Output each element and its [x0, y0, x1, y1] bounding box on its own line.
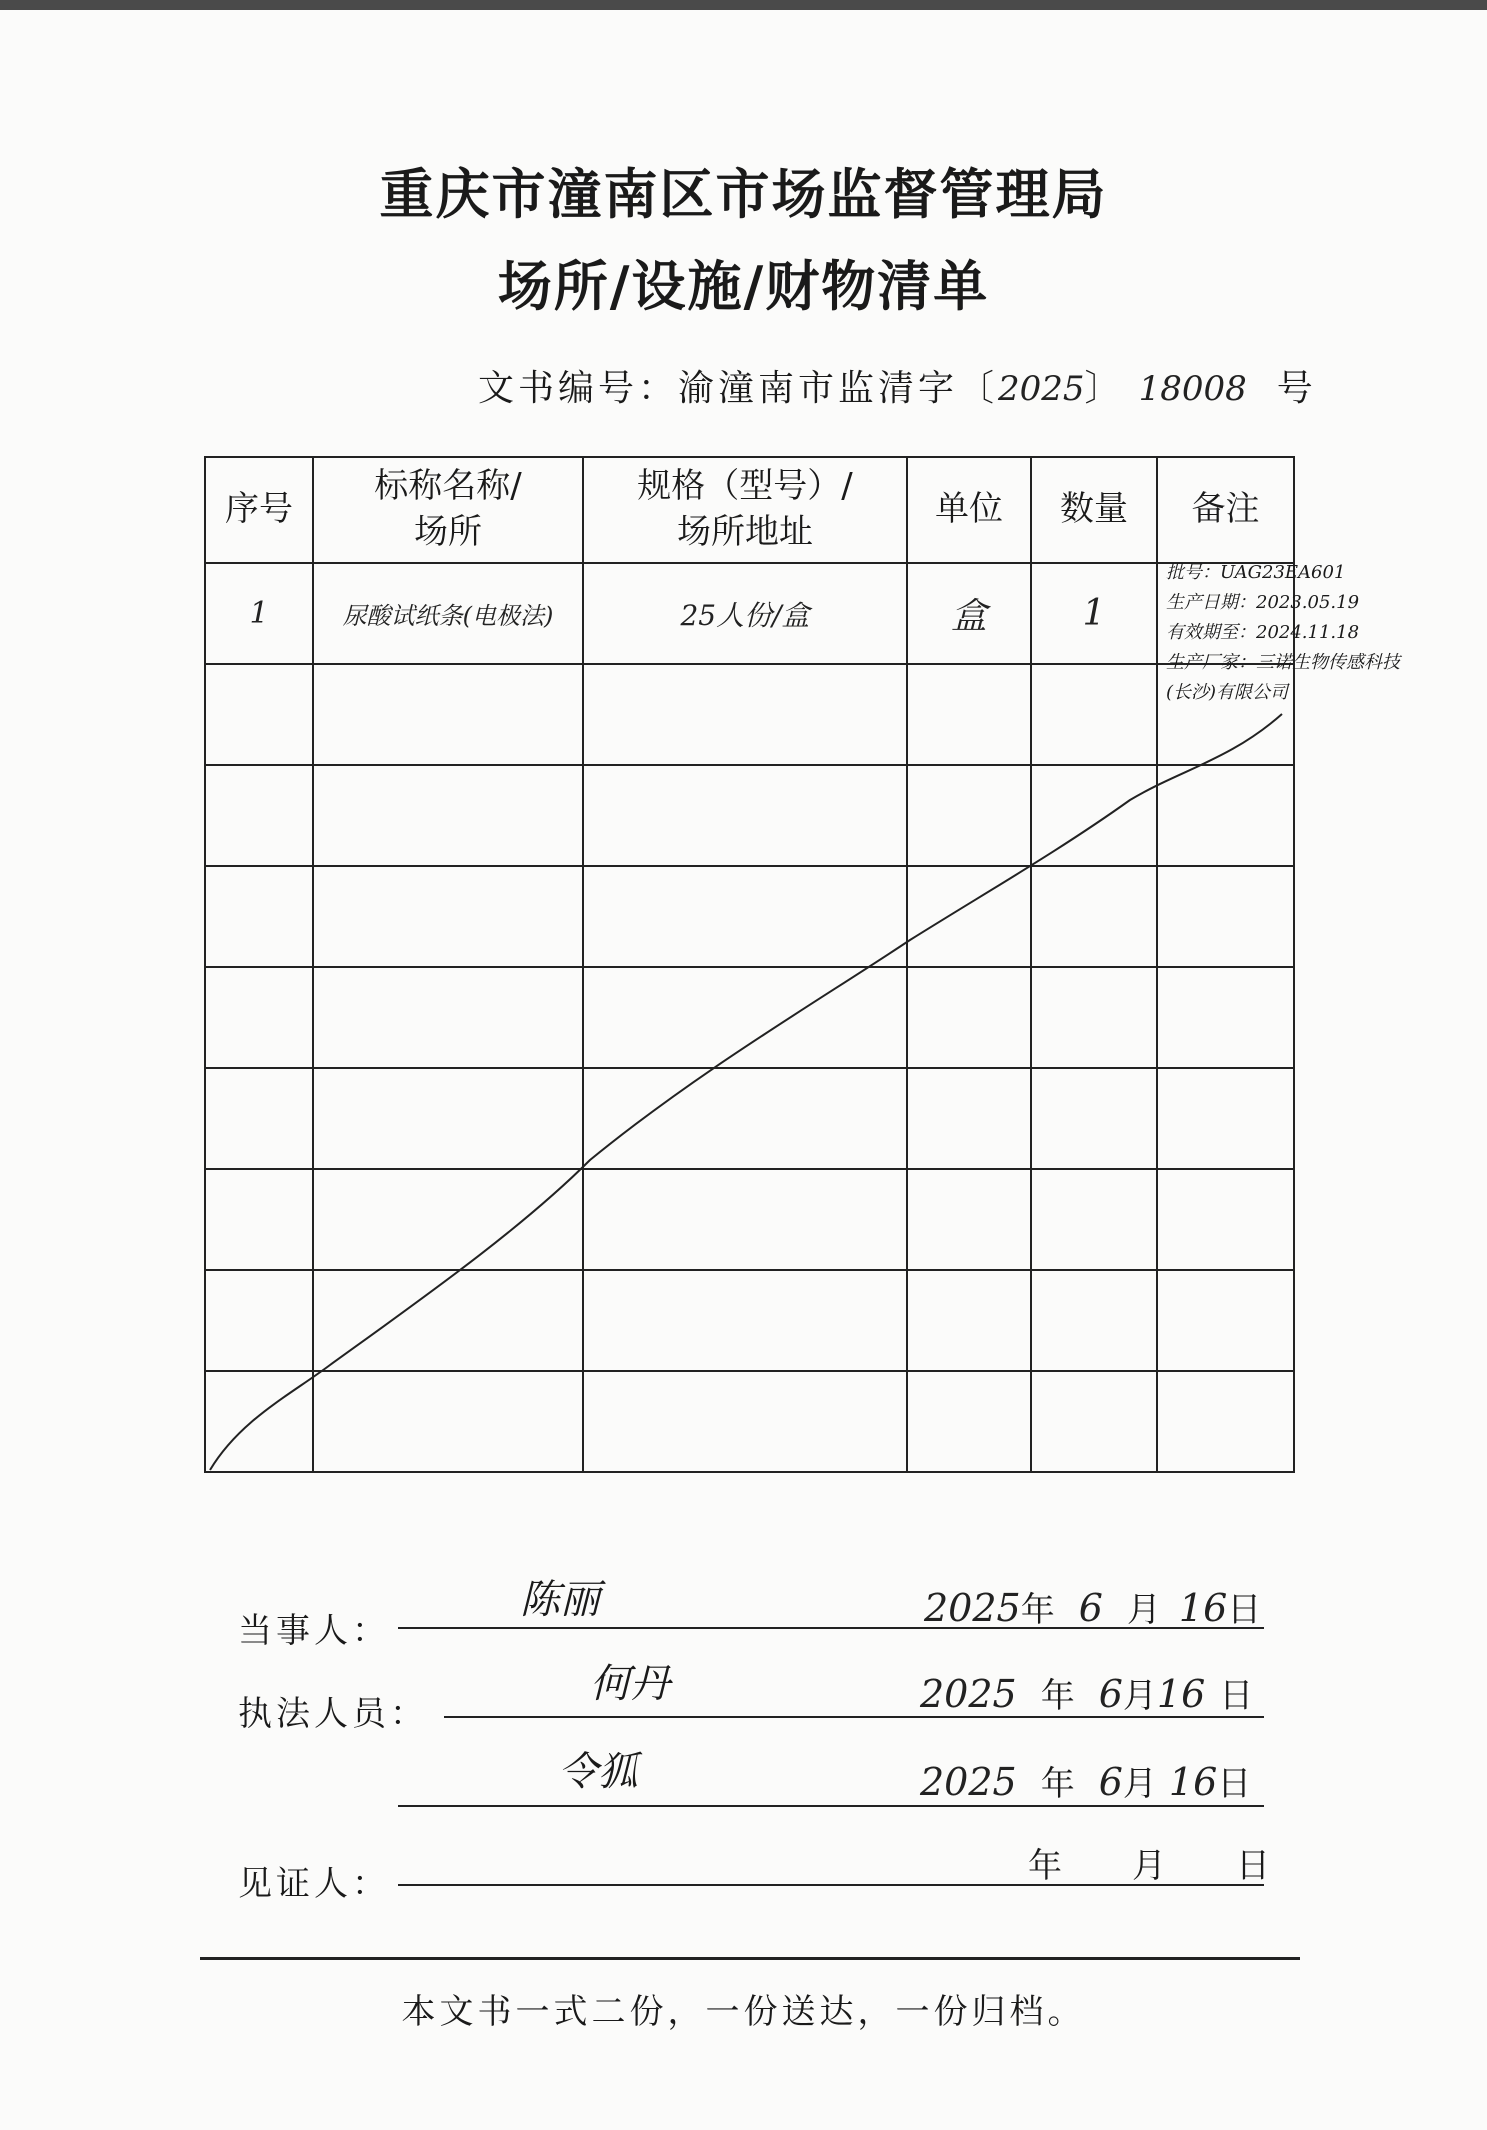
date-month-label: 月 [1122, 1764, 1157, 1804]
officer2-line [398, 1805, 1264, 1807]
doc-number-label: 文书编号：渝潼南市监清字〔 [478, 368, 999, 409]
table-row-blank [205, 967, 1294, 1068]
row-name: 尿酸试纸条(电极法) [313, 563, 583, 664]
table-cell-blank [313, 765, 583, 866]
table-cell-blank [313, 1270, 583, 1371]
note-line: 生产厂家：三诺生物传感科技 [1166, 652, 1400, 673]
doc-year: 2025 [998, 369, 1085, 409]
table-cell-blank [583, 1270, 907, 1371]
table-cell-blank [205, 664, 313, 765]
table-cell-blank [907, 967, 1031, 1068]
table-cell-blank [907, 1371, 1031, 1472]
table-row-blank [205, 1169, 1294, 1270]
header-name-line1: 标称名称/ [374, 466, 522, 507]
table-row-blank [205, 765, 1294, 866]
date-year-label: 年 [1040, 1764, 1075, 1804]
table-cell-blank [1157, 1169, 1294, 1270]
table-row-blank [205, 664, 1294, 765]
doc-serial: 18008 [1138, 369, 1247, 409]
table-cell-blank [583, 967, 907, 1068]
form-title: 场所/设施/财物清单 [497, 255, 990, 318]
row-note-text [1166, 558, 1426, 708]
table-cell-blank [205, 967, 313, 1068]
date-month: 6 [1098, 1672, 1123, 1716]
date-day-label: 日 [1217, 1764, 1252, 1804]
table-cell-blank [313, 1371, 583, 1472]
table-cell-blank [313, 1068, 583, 1169]
table-cell-blank [1157, 1270, 1294, 1371]
inventory-table [204, 456, 1400, 1473]
table-cell-blank [583, 866, 907, 967]
date-month-label: 月 [1122, 1676, 1157, 1716]
doc-number-suffix: 号 [1276, 368, 1317, 409]
table-cell-blank [1031, 866, 1157, 967]
header-spec [583, 457, 907, 563]
table-cell-blank [205, 1068, 313, 1169]
date-month: 6 [1098, 1760, 1123, 1804]
table-cell-blank [205, 1169, 313, 1270]
officer1-date [920, 1668, 1253, 1717]
table-cell-blank [583, 765, 907, 866]
table-cell-blank [907, 664, 1031, 765]
date-month: 6 [1078, 1586, 1103, 1630]
row-spec: 25人份/盒 [583, 563, 907, 664]
table-cell-blank [1031, 1068, 1157, 1169]
table-cell-blank [205, 866, 313, 967]
table-cell-blank [1031, 765, 1157, 866]
table-cell-blank [907, 765, 1031, 866]
party-label: 当事人： [238, 1611, 390, 1651]
table-cell-blank [583, 1068, 907, 1169]
header-spec-line1: 规格（型号）/ [637, 466, 853, 507]
table-cell-blank [205, 765, 313, 866]
note-line: 有效期至：2024.11.18 [1166, 622, 1360, 643]
header-spec-line2: 场所地址 [677, 512, 813, 552]
table-cell-blank [583, 664, 907, 765]
table-cell-blank [205, 1371, 313, 1472]
header-qty: 数量 [1031, 457, 1157, 563]
table-cell-blank [1157, 967, 1294, 1068]
witness-date [1028, 1838, 1270, 1887]
date-day-label: 日 [1227, 1590, 1262, 1630]
date-year-label: 年 [1020, 1590, 1055, 1630]
footer-divider [200, 1957, 1300, 1960]
date-year-label: 年 [1028, 1846, 1062, 1886]
date-year: 2025 [924, 1586, 1021, 1630]
row-qty: 1 [1031, 563, 1157, 664]
note-line: 生产日期：2023.05.19 [1166, 592, 1360, 613]
date-year: 2025 [920, 1672, 1017, 1716]
row-seq: 1 [205, 563, 313, 664]
officer1-signature: 何丹 [590, 1661, 670, 1707]
header-name [313, 457, 583, 563]
table-cell-blank [313, 664, 583, 765]
officer2-date [920, 1756, 1251, 1805]
table-row [205, 563, 1294, 664]
date-year: 2025 [920, 1760, 1017, 1804]
table-header-row [205, 457, 1294, 563]
agency-title: 重庆市潼南区市场监督管理局 [379, 163, 1108, 226]
table-cell-blank [1031, 1270, 1157, 1371]
party-signature: 陈丽 [520, 1577, 600, 1623]
footer-note: 本文书一式二份，一份送达，一份归档。 [401, 1992, 1086, 2032]
date-month-label: 月 [1132, 1846, 1166, 1886]
table-cell-blank [1157, 765, 1294, 866]
header-seq: 序号 [205, 457, 313, 563]
header-unit: 单位 [907, 457, 1031, 563]
table-cell-blank [313, 866, 583, 967]
date-month-label: 月 [1126, 1590, 1161, 1630]
row-note [1157, 562, 1400, 703]
table-cell-blank [583, 1169, 907, 1270]
table-cell-blank [1031, 1169, 1157, 1270]
date-day: 16 [1156, 1672, 1206, 1716]
date-day-label: 日 [1236, 1846, 1270, 1886]
table-row-blank [205, 1068, 1294, 1169]
table-cell-blank [1157, 1068, 1294, 1169]
table-cell-blank [1031, 1371, 1157, 1472]
table-cell-blank [1031, 967, 1157, 1068]
table-cell-blank [907, 1270, 1031, 1371]
table-cell-blank [313, 1169, 583, 1270]
party-date [924, 1582, 1261, 1631]
table-cell-blank [205, 1270, 313, 1371]
table-row-blank [205, 1270, 1294, 1371]
table-cell-blank [907, 1068, 1031, 1169]
table-cell-blank [907, 1169, 1031, 1270]
blank-rows [205, 664, 1294, 1472]
witness-label: 见证人： [238, 1864, 390, 1904]
date-day-label: 日 [1219, 1676, 1254, 1716]
header-name-line2: 场所 [414, 512, 482, 552]
table-cell-blank [1157, 1371, 1294, 1472]
row-unit: 盒 [907, 563, 1031, 664]
note-line: (长沙)有限公司 [1166, 682, 1289, 703]
date-year-label: 年 [1040, 1676, 1075, 1716]
table-cell-blank [1157, 866, 1294, 967]
table-cell-blank [1031, 664, 1157, 765]
table-row-blank [205, 866, 1294, 967]
note-line: 批号：UAG23EA601 [1166, 562, 1346, 583]
header-note: 备注 [1157, 457, 1294, 563]
table-cell-blank [583, 1371, 907, 1472]
officer-label: 执法人员： [238, 1694, 428, 1734]
document-number [478, 360, 1317, 411]
date-day: 16 [1178, 1586, 1228, 1630]
table-cell-blank [313, 967, 583, 1068]
scan-top-edge [0, 0, 1487, 10]
officer2-signature: 令狐 [558, 1749, 638, 1795]
doc-number-bracket: 〕 [1084, 368, 1125, 409]
date-day: 16 [1168, 1760, 1218, 1804]
table-row-blank [205, 1371, 1294, 1472]
table-cell-blank [907, 866, 1031, 967]
